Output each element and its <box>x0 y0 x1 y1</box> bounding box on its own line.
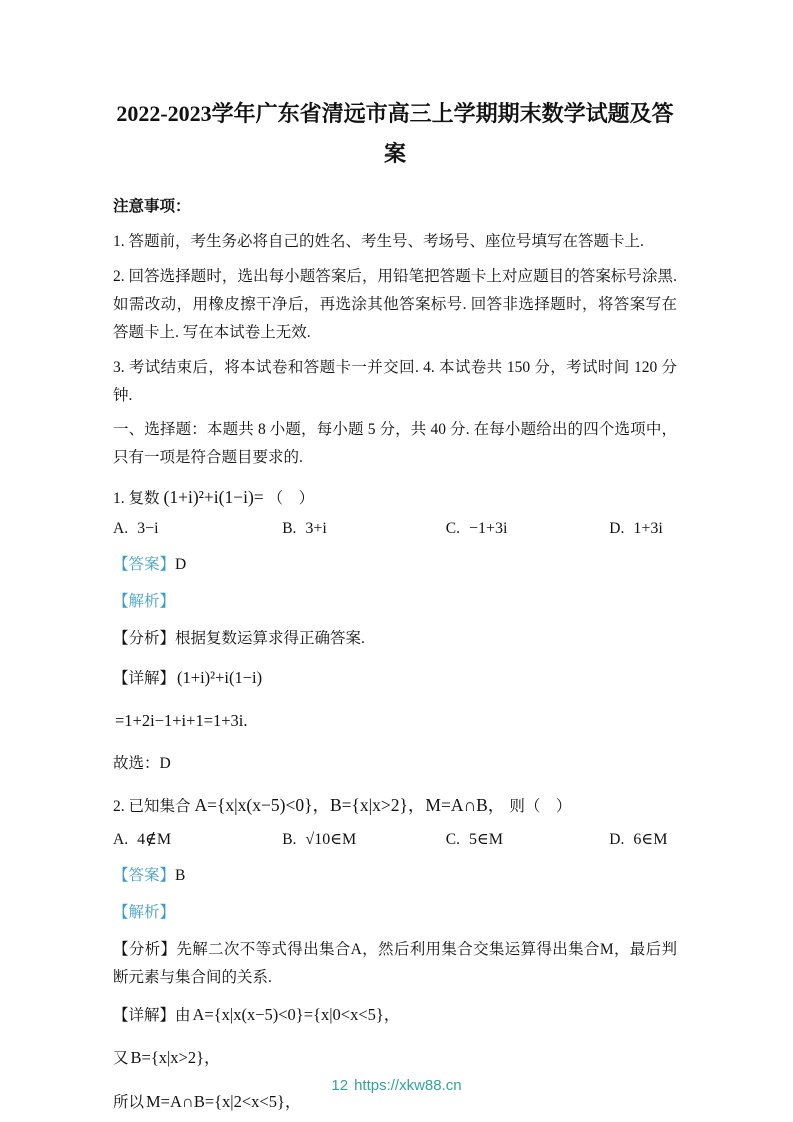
detail-label: 【详解】由 <box>113 1006 191 1024</box>
question-2-option-c <box>446 829 610 849</box>
answer-tag: 【答案】 <box>113 867 176 885</box>
option-d-value: 6∈M <box>633 831 668 849</box>
question-1-formula: (1+i)²+i(1−i)= <box>163 487 264 508</box>
answer-value: B <box>175 867 186 885</box>
question-2-stem <box>113 792 677 817</box>
question-1-option-a <box>113 520 282 538</box>
option-b-value: 3+i <box>305 520 327 538</box>
option-b-value: √10∈M <box>305 831 357 849</box>
question-2-formula: A={x|x(x−5)<0}，B={x|x>2}，M=A∩B， <box>194 795 506 816</box>
page-title-line1: 2022-2023学年广东省清远市高三上学期期末数学试题及答 <box>116 101 674 126</box>
question-1-option-b <box>282 520 446 538</box>
notice-heading: 注意事项： <box>113 198 191 216</box>
detail-formula: =1+2i−1+i+1=1+3i. <box>115 711 248 731</box>
conclusion-value: D <box>159 754 171 772</box>
page-number: 12 <box>331 1077 349 1094</box>
option-a-label: A. <box>113 520 129 538</box>
detail-label: 又 <box>113 1050 129 1068</box>
question-1-answer-blank: （ ） <box>267 490 315 508</box>
detail-label: 所以 <box>113 1093 145 1111</box>
page-footer <box>0 1077 793 1094</box>
detail-label: 【详解】 <box>113 669 176 687</box>
question-1-answer-line <box>113 551 677 579</box>
question-2-detail-1 <box>113 999 677 1030</box>
option-d-label: D. <box>609 520 625 538</box>
detail-formula: (1+i)²+i(1−i) <box>177 667 263 687</box>
question-1-options <box>113 520 677 538</box>
question-1-option-c <box>446 520 610 538</box>
question-2-option-d <box>609 829 677 849</box>
option-a-label: A. <box>113 831 129 849</box>
question-1-number-text: 1. 复数 <box>113 490 160 508</box>
question-2-option-a <box>113 829 282 849</box>
question-2-number-text: 2. 已知集合 <box>113 798 191 816</box>
answer-tag: 【答案】 <box>113 556 176 574</box>
option-c-label: C. <box>445 520 460 538</box>
question-2 <box>113 792 677 1117</box>
notice-item-2: 2. 回答选择题时，选出每小题答案后，用铅笔把答题卡上对应题目的答案标号涂黑. 如需改动，用橡皮擦干净后，再选涂其他答案标号. 回答非选择题时，将答案写在答题卡上. 写在本试卷上无效. <box>113 267 677 341</box>
question-2-analysis-text: 【分析】先解二次不等式得出集合A，然后利用集合交集运算得出集合M，最后判断元素与集合间的关系. <box>113 940 677 986</box>
option-a-value: 3−i <box>137 520 159 538</box>
question-1-detail-2 <box>113 705 677 736</box>
question-2-detail-2 <box>113 1042 677 1073</box>
option-c-value: 5∈M <box>468 831 504 849</box>
question-1-detail-1 <box>113 662 677 693</box>
question-2-options <box>113 829 677 849</box>
option-b-label: B. <box>282 520 297 538</box>
question-2-answer-line <box>113 862 677 890</box>
answer-value: D <box>175 556 187 574</box>
question-2-analysis-tag: 【解析】 <box>113 904 176 922</box>
conclusion-label: 故选： <box>113 754 160 772</box>
question-1-stem <box>113 486 677 508</box>
question-1 <box>113 486 677 778</box>
footer-link[interactable]: https://xkw88.cn <box>354 1077 462 1094</box>
notice-item-3: 3. 考试结束后，将本试卷和答题卡一并交回. 4. 本试卷共 150 分，考试时间 120 分钟. <box>113 358 677 404</box>
option-d-label: D. <box>609 831 625 849</box>
detail-formula: M=A∩B={x|2<x<5}， <box>146 1091 302 1111</box>
question-1-option-d <box>609 520 677 538</box>
notice-item-1: 1. 答题前，考生务必将自己的姓名、考生号、考场号、座位号填写在答题卡上. <box>113 233 644 251</box>
page-title <box>113 94 677 173</box>
question-1-analysis-tag: 【解析】 <box>113 593 176 611</box>
option-b-label: B. <box>282 831 297 849</box>
option-a-value: 4∉M <box>137 831 172 849</box>
option-c-value: −1+3i <box>468 520 508 538</box>
page-title-line2: 案 <box>383 140 406 166</box>
detail-formula: B={x|x>2}， <box>130 1048 221 1068</box>
detail-formula: A={x|x(x−5)<0}={x|0<x<5}， <box>192 1004 401 1024</box>
question-1-conclusion <box>113 749 677 778</box>
question-1-analysis-text: 【分析】根据复数运算求得正确答案. <box>113 629 365 647</box>
question-2-answer-blank: 则（ ） <box>509 798 572 816</box>
section-heading-choice: 一、选择题：本题共 8 小题，每小题 5 分，共 40 分. 在每小题给出的四个选项中，只有一项是符合题目要求的. <box>113 421 677 467</box>
question-2-option-b <box>282 829 446 849</box>
option-d-value: 1+3i <box>633 520 663 538</box>
option-c-label: C. <box>445 831 460 849</box>
